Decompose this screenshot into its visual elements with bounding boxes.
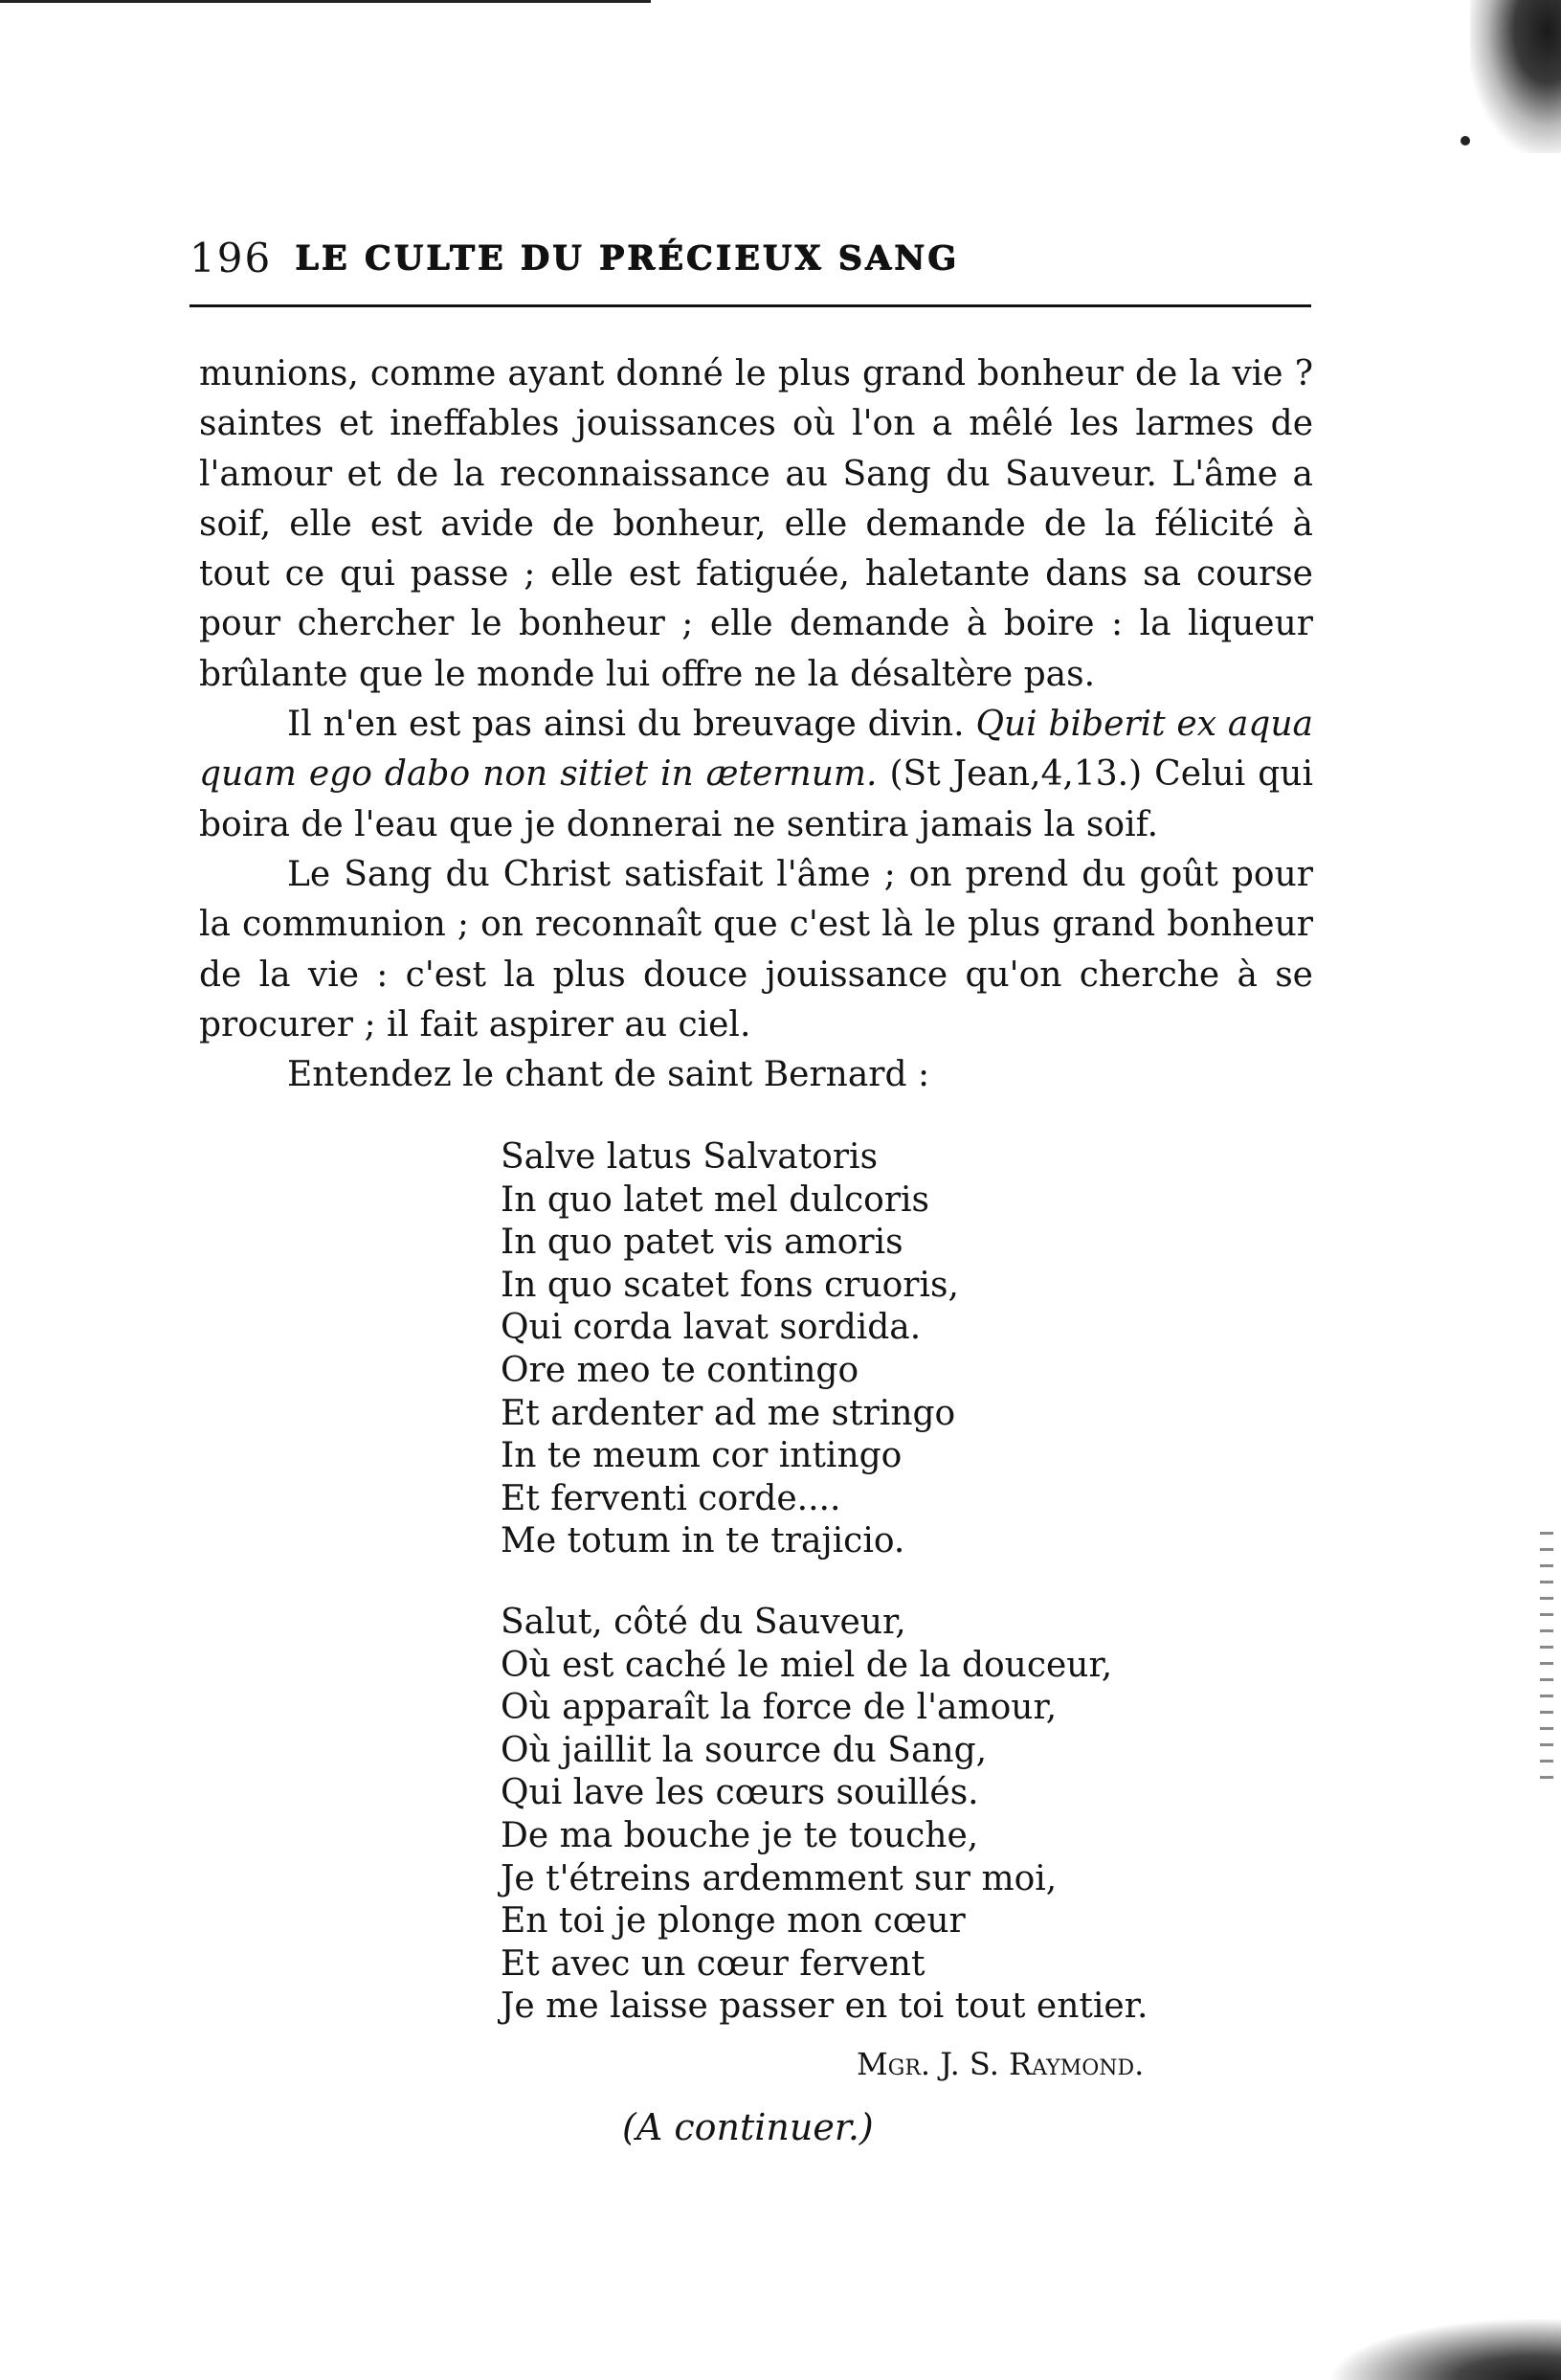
header-rule bbox=[190, 304, 1311, 307]
poem-line: Où est caché le miel de la douceur, bbox=[501, 1645, 1113, 1685]
poem-line: Je t'étreins ardemment sur moi, bbox=[501, 1858, 1058, 1898]
poem-line: In quo scatet fons cruoris, bbox=[501, 1265, 959, 1305]
poem-line: Où jaillit la source du Sang, bbox=[501, 1730, 988, 1770]
scan-speck bbox=[1461, 136, 1470, 146]
scan-edge-smudge-top bbox=[1470, 0, 1561, 153]
scan-edge-smudge-bottom bbox=[1312, 2313, 1561, 2380]
continuation-note: (A continuer.) bbox=[622, 2106, 874, 2148]
scan-edge-line bbox=[0, 0, 651, 3]
paragraph-communion: Le Sang du Christ satisfait l'âme ; on prend du goût pour la communion ; on reconnaît que c'est là le plus grand bonheur de la vie : c'est la plus douce jouissance qu'on cherche à se procurer ; il fait aspirer au ciel. bbox=[199, 854, 1313, 1044]
poem-line: Qui corda lavat sordida. bbox=[501, 1308, 922, 1348]
poem-line: Me totum in te trajicio. bbox=[501, 1521, 905, 1561]
poem-line: In quo patet vis amoris bbox=[501, 1223, 903, 1263]
poem-french bbox=[501, 1602, 1228, 2029]
paragraph-scripture-intro: Il n'en est pas ainsi du breuvage divin. bbox=[287, 705, 976, 745]
paragraph-bernard-intro: Entendez le chant de saint Bernard : bbox=[287, 1055, 930, 1095]
poem-line: In quo latet mel dulcoris bbox=[501, 1179, 930, 1220]
prose-body bbox=[199, 349, 1313, 1100]
paragraph-scripture-translation: (St Jean,4,13.) Celui qui boira de l'eau que je donnerai ne sentira jamais la soif. bbox=[199, 754, 1314, 844]
running-header bbox=[190, 230, 1311, 287]
author-signature bbox=[857, 2039, 1335, 2089]
scan-edge-speckle bbox=[1540, 1532, 1553, 1781]
poem-line: Et avec un cœur fervent bbox=[501, 1943, 925, 1984]
poem-latin bbox=[501, 1136, 1228, 1563]
poem-line: Où apparaît la force de l'amour, bbox=[501, 1688, 1058, 1728]
poem-line: Salut, côté du Sauveur, bbox=[501, 1603, 906, 1642]
poem-line: Ore meo te contingo bbox=[501, 1350, 859, 1390]
poem-line: En toi je plonge mon cœur bbox=[501, 1901, 966, 1942]
running-title: LE CULTE DU PRÉCIEUX SANG bbox=[295, 238, 959, 278]
poem-line: Salve latus Salvatoris bbox=[501, 1137, 879, 1177]
paragraph-scripture bbox=[199, 700, 1313, 850]
author-name: Mgr. J. S. Raymond. bbox=[857, 2046, 1145, 2082]
poem-line: In te meum cor intingo bbox=[501, 1436, 903, 1476]
latin-quotation: Qui biberit ex aqua quam ego dabo non sitiet in æternum. bbox=[199, 705, 1313, 795]
poem-line: Je me laisse passer en toi tout entier. bbox=[501, 1987, 1148, 2027]
page-number: 196 bbox=[190, 235, 273, 281]
poem-line: De ma bouche je te touche, bbox=[501, 1815, 979, 1855]
poem-line: Qui lave les cœurs souillés. bbox=[501, 1773, 979, 1813]
paragraph-continuation: munions, comme ayant donné le plus grand bonheur de la vie ? saintes et ineffables jouissances où l'on a mêlé les larmes de l'amour et de la reconnaissance au Sang du Sauveur. L'âme a soif, elle est avide de bonheur, elle demande de la félicité à tout ce qui passe ; elle est fatiguée, haletante dans sa course pour chercher le bonheur ; elle demande à boire : la liqueur brûlante que le monde lui offre ne la désaltère pas. bbox=[199, 354, 1313, 694]
poem-line: Et ferventi corde.... bbox=[501, 1478, 841, 1518]
poem-line: Et ardenter ad me stringo bbox=[501, 1393, 956, 1433]
